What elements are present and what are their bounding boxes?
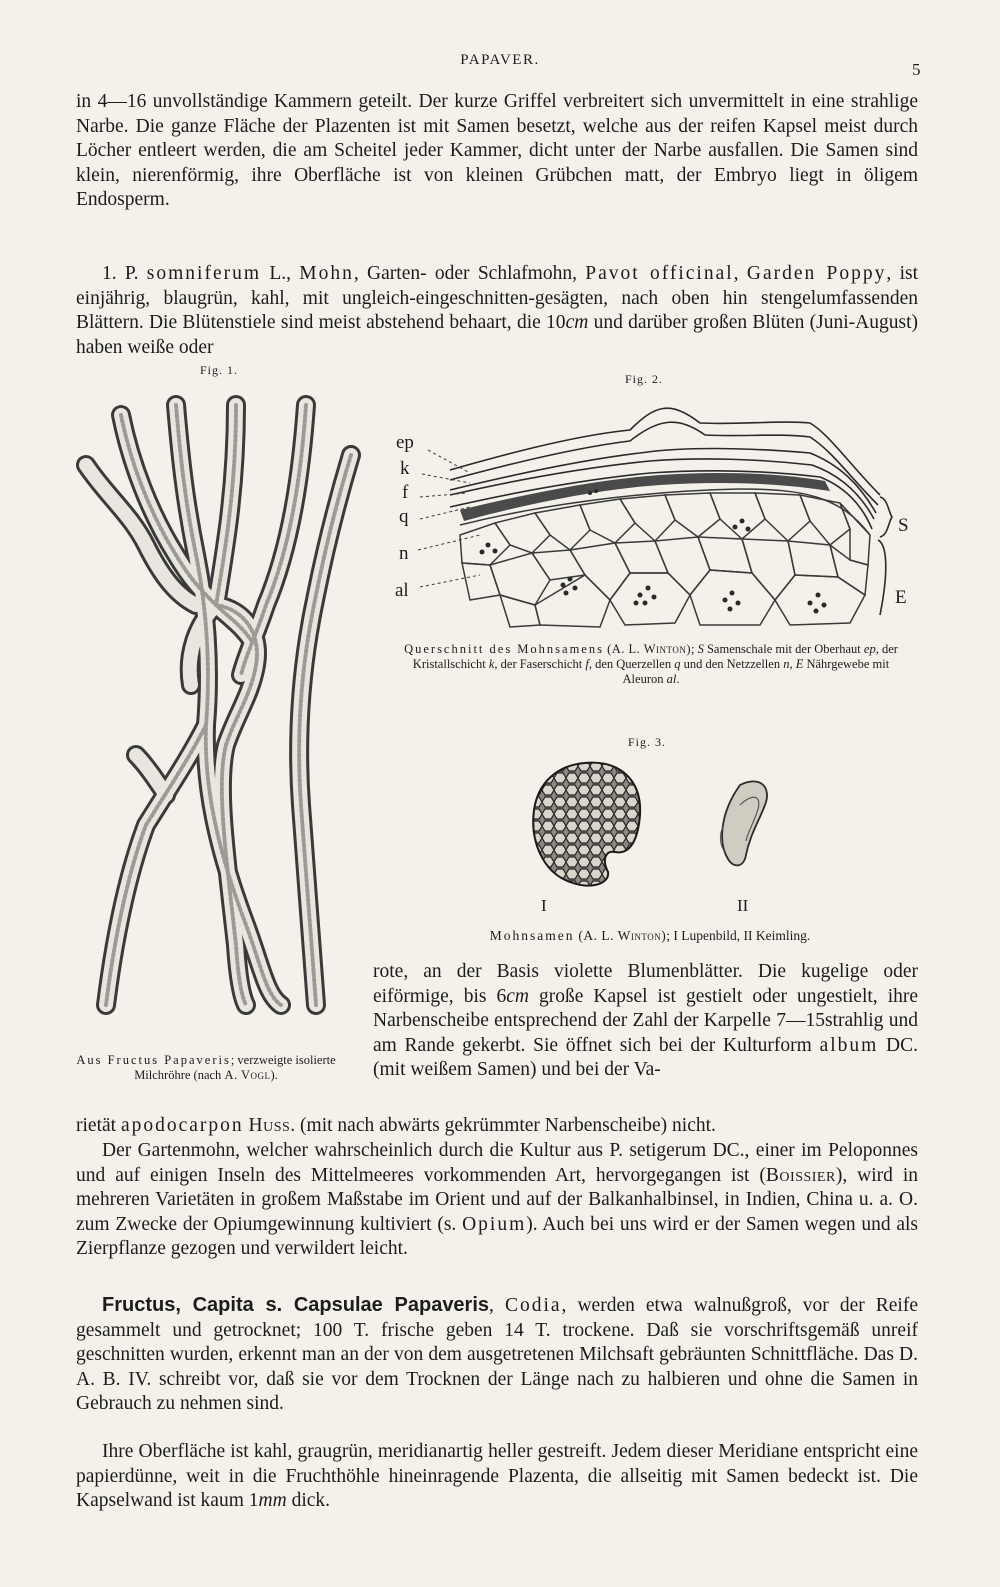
common-name-french: Pavot officinal bbox=[585, 263, 734, 284]
fig2-seed-cross-section-illustration bbox=[440, 395, 900, 640]
section-heading-fructus: Fructus, Capita s. Capsulae Papaveris bbox=[102, 1294, 490, 1316]
fig3-label: Fig. 3. bbox=[628, 735, 667, 749]
paragraph-fructus-papaveris: Fructus, Capita s. Capsulae Papaveris, Codia, werden etwa walnußgroß, vor der Reife gesammelt und getrocknet; 100 T. frische geben 14 T. trockene. Daß sie vorschriftsgemäß unreif geschnitten wurden, erkennt man an der von dem ausgetretenen Milchsaft gebräunten Schnittfläche. Das D. A. B. IV. schreibt vor, daß sie vor dem Trocknen der Länge nach zu halbieren und ohne die Samen in Gebrauch zu nehmen sind. bbox=[76, 1294, 919, 1415]
fig3-part-label-II: II bbox=[737, 896, 749, 915]
paragraph-capsule-description: in 4—16 unvollständige Kammern geteilt. Der kurze Griffel verbreitert sich unvermittelt in eine strahlige Narbe. Die ganze Fläche der Plazenten ist mit Samen besetzt, welche aus der reifen Kapsel meist durch Löcher entleert werden, die am Scheitel jeder Kammer, dicht unter der Narbe ausfallen. Die Samen sind klein, nierenförmig, ihre Oberfläche ist von kleinen Grübchen matt, der Embryo liegt in öligem Endosperm. bbox=[76, 91, 918, 211]
fig2-layer-label-al: al bbox=[395, 580, 409, 601]
variety-apodocarpon: apodocarpon bbox=[120, 1115, 244, 1136]
species-name: somniferum bbox=[146, 263, 262, 284]
fig3-seed-magnified-illustration bbox=[530, 760, 650, 890]
fig2-label-endosperm-e: E bbox=[895, 587, 907, 608]
common-name-mohn: Mohn bbox=[299, 263, 354, 284]
fig2-layer-label-f: f bbox=[402, 482, 409, 503]
fig1-caption: Aus Fructus Papaveris; verzweigte isolierte Milchröhre (nach A. Vogl). bbox=[76, 1053, 336, 1082]
paragraph-capsule-surface: Ihre Oberfläche ist kahl, graugrün, meridianartig heller gestreift. Jedem dieser Meridiane entspricht eine papierdünne, weit in die Fruchthöhle hineinragende Plazenta, die allseitig mit Samen bedeckt ist. Die Kapselwand ist kaum 1mm dick. bbox=[76, 1441, 918, 1512]
running-head: PAPAVER. bbox=[460, 52, 540, 68]
fig3-embryo-illustration bbox=[710, 775, 785, 875]
paragraph-variety-apodocarpon: rietät apodocarpon Huss. (mit nach abwärts gekrümmter Narbenscheibe) nicht. bbox=[76, 1115, 716, 1136]
fig2-layer-label-n: n bbox=[399, 543, 409, 564]
fig1-latex-vessel-illustration bbox=[76, 405, 366, 1005]
fig3-caption: Mohnsamen (A. L. Winton); I Lupenbild, II Keimling. bbox=[489, 928, 811, 943]
paragraph-garden-poppy-origin: Der Gartenmohn, welcher wahrscheinlich durch die Kultur aus P. setigerum DC., einer im Peloponnes und auf einigen Inseln des Mittelmeeres vorkommenden Art, hervorgegangen ist (Boissier), wird in mehreren Varietäten in großem Maßstabe im Orient und auf der Balkanhalbinsel, in Indien, China u. a. O. zum Zwecke der Opiumgewinnung kultiviert (s. Opium). Auch bei uns wird er der Samen wegen und als Zierpflanze gezogen und verwildert leicht. bbox=[76, 1140, 919, 1260]
fig2-layer-label-q: q bbox=[399, 506, 409, 527]
paragraph-petals-and-capsule: rote, an der Basis violette Blumenblätter. Die kugelige oder eiförmige, bis 6cm große Kapsel ist gestielt oder ungestielt, ihre Narbenscheibe entsprechend der Zahl der Karpelle 7—15strahlig und am Rande gekerbt. Sie öffnet sich bei der Kulturform album DC. (mit weißem Samen) und bei der Va- bbox=[373, 961, 919, 1081]
page-number: 5 bbox=[912, 60, 921, 79]
fig1-label: Fig. 1. bbox=[200, 363, 239, 377]
variety-album: album bbox=[819, 1034, 879, 1056]
fig2-layer-label-ep: ep bbox=[396, 432, 414, 453]
paragraph-species-somniferum: 1. P. somniferum L., Mohn, Garten- oder Schlafmohn, Pavot officinal, Garden Poppy, ist einjährig, blaugrün, kahl, mit ungleich-eingeschnitten-gesägten, nach oben hin stengelumfassenden Blättern. Die Blütenstiele sind meist abstehend behaart, die 10cm und darüber großen Blüten (Juni-August) haben weiße oder bbox=[76, 263, 918, 358]
fig2-layer-label-k: k bbox=[400, 458, 410, 479]
fig2-label-seed-coat-s: S bbox=[898, 515, 909, 536]
fig2-label: Fig. 2. bbox=[625, 372, 664, 386]
fig2-caption: Querschnitt des Mohnsamens (A. L. Winton); S Samenschale mit der Oberhaut ep, der Kristallschicht k, der Faserschicht f, den Querzellen q und den Netzzellen n, E Nährgewebe mit Aleuron al. bbox=[404, 642, 898, 686]
common-name-english: Garden Poppy bbox=[746, 263, 887, 284]
fig3-part-label-I: I bbox=[541, 896, 547, 915]
